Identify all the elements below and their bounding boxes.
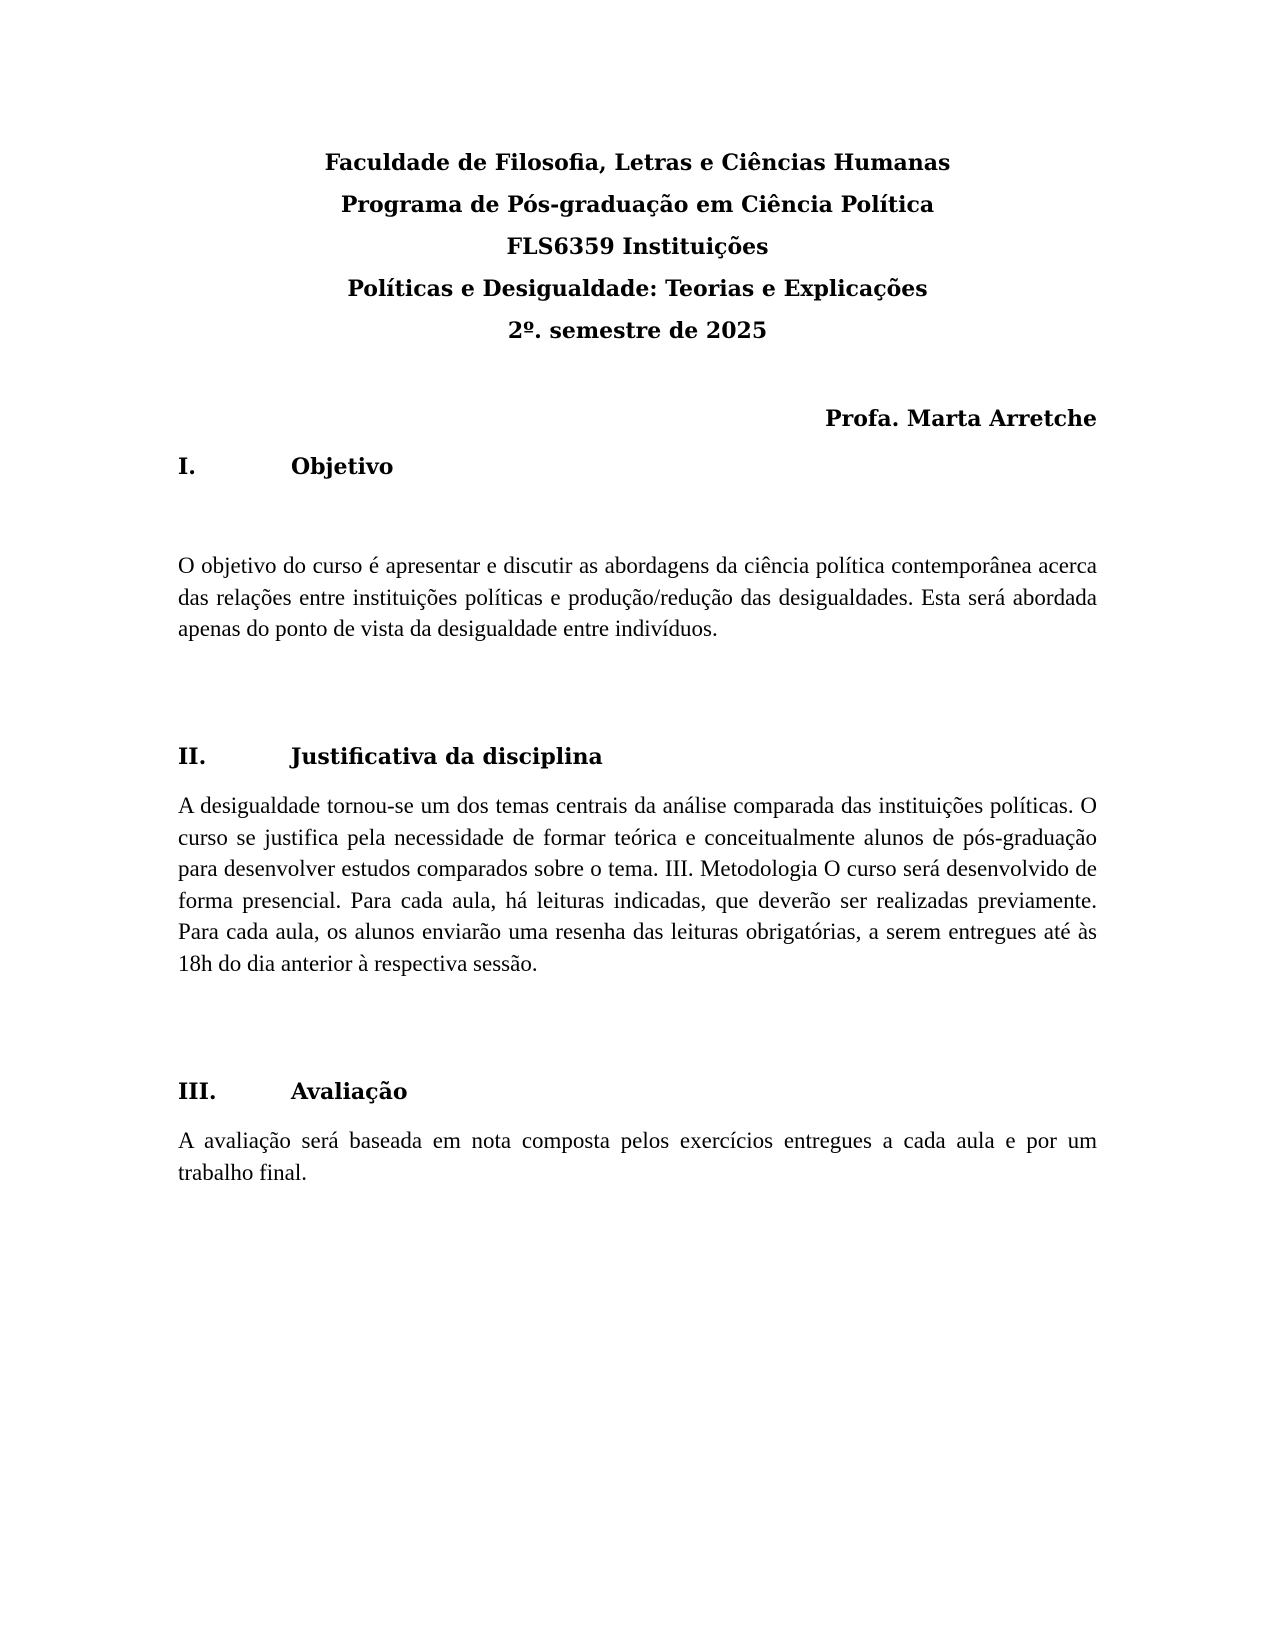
section-number: II. — [178, 744, 207, 770]
section-number: I. — [178, 454, 196, 480]
semester: 2º. semestre de 2025 — [507, 318, 768, 344]
faculty-name: Faculdade de Filosofia, Letras e Ciências Humanas — [324, 150, 951, 176]
section-paragraph-justificativa: A desigualdade tornou-se um dos temas centrais da análise comparada das instituições políticas. O curso se justifica pela necessidade de formar teórica e conceitualmente alunos de pós-graduação para desenvolver estudos comparados sobre o tema. III. Metodologia O curso será desenvolvido de forma presencial. Para cada aula, há leituras indicadas, que deverão ser realizadas previamente. Para cada aula, os alunos enviarão uma resenha das leituras obrigatórias, a serem entregues até às 18h do dia anterior à respectiva sessão. — [178, 793, 1097, 976]
section-title: Avaliação — [291, 1079, 408, 1105]
section-paragraph-avaliacao: A avaliação será baseada em nota composta pelos exercícios entregues a cada aula e por um trabalho final. — [178, 1128, 1097, 1185]
course-title: Políticas e Desigualdade: Teorias e Explicações — [347, 276, 928, 302]
section-number: III. — [178, 1079, 217, 1105]
program-name: Programa de Pós-graduação em Ciência Política — [340, 192, 935, 218]
section-heading-avaliacao — [178, 1077, 408, 1107]
section-paragraph-objetivo: O objetivo do curso é apresentar e discutir as abordagens da ciência política contemporânea acerca das relações entre instituições políticas e produção/redução das desigualdades. Esta será abordada apenas do ponto de vista da desigualdade entre indivíduos. — [178, 553, 1097, 641]
document-header — [0, 142, 1275, 352]
section-heading-justificativa — [178, 742, 603, 772]
section-title: Justificativa da disciplina — [291, 744, 603, 770]
section-heading-objetivo — [178, 452, 393, 482]
author-name: Profa. Marta Arretche — [825, 406, 1097, 432]
section-title: Objetivo — [291, 454, 394, 480]
course-code: FLS6359 Instituições — [506, 234, 769, 260]
